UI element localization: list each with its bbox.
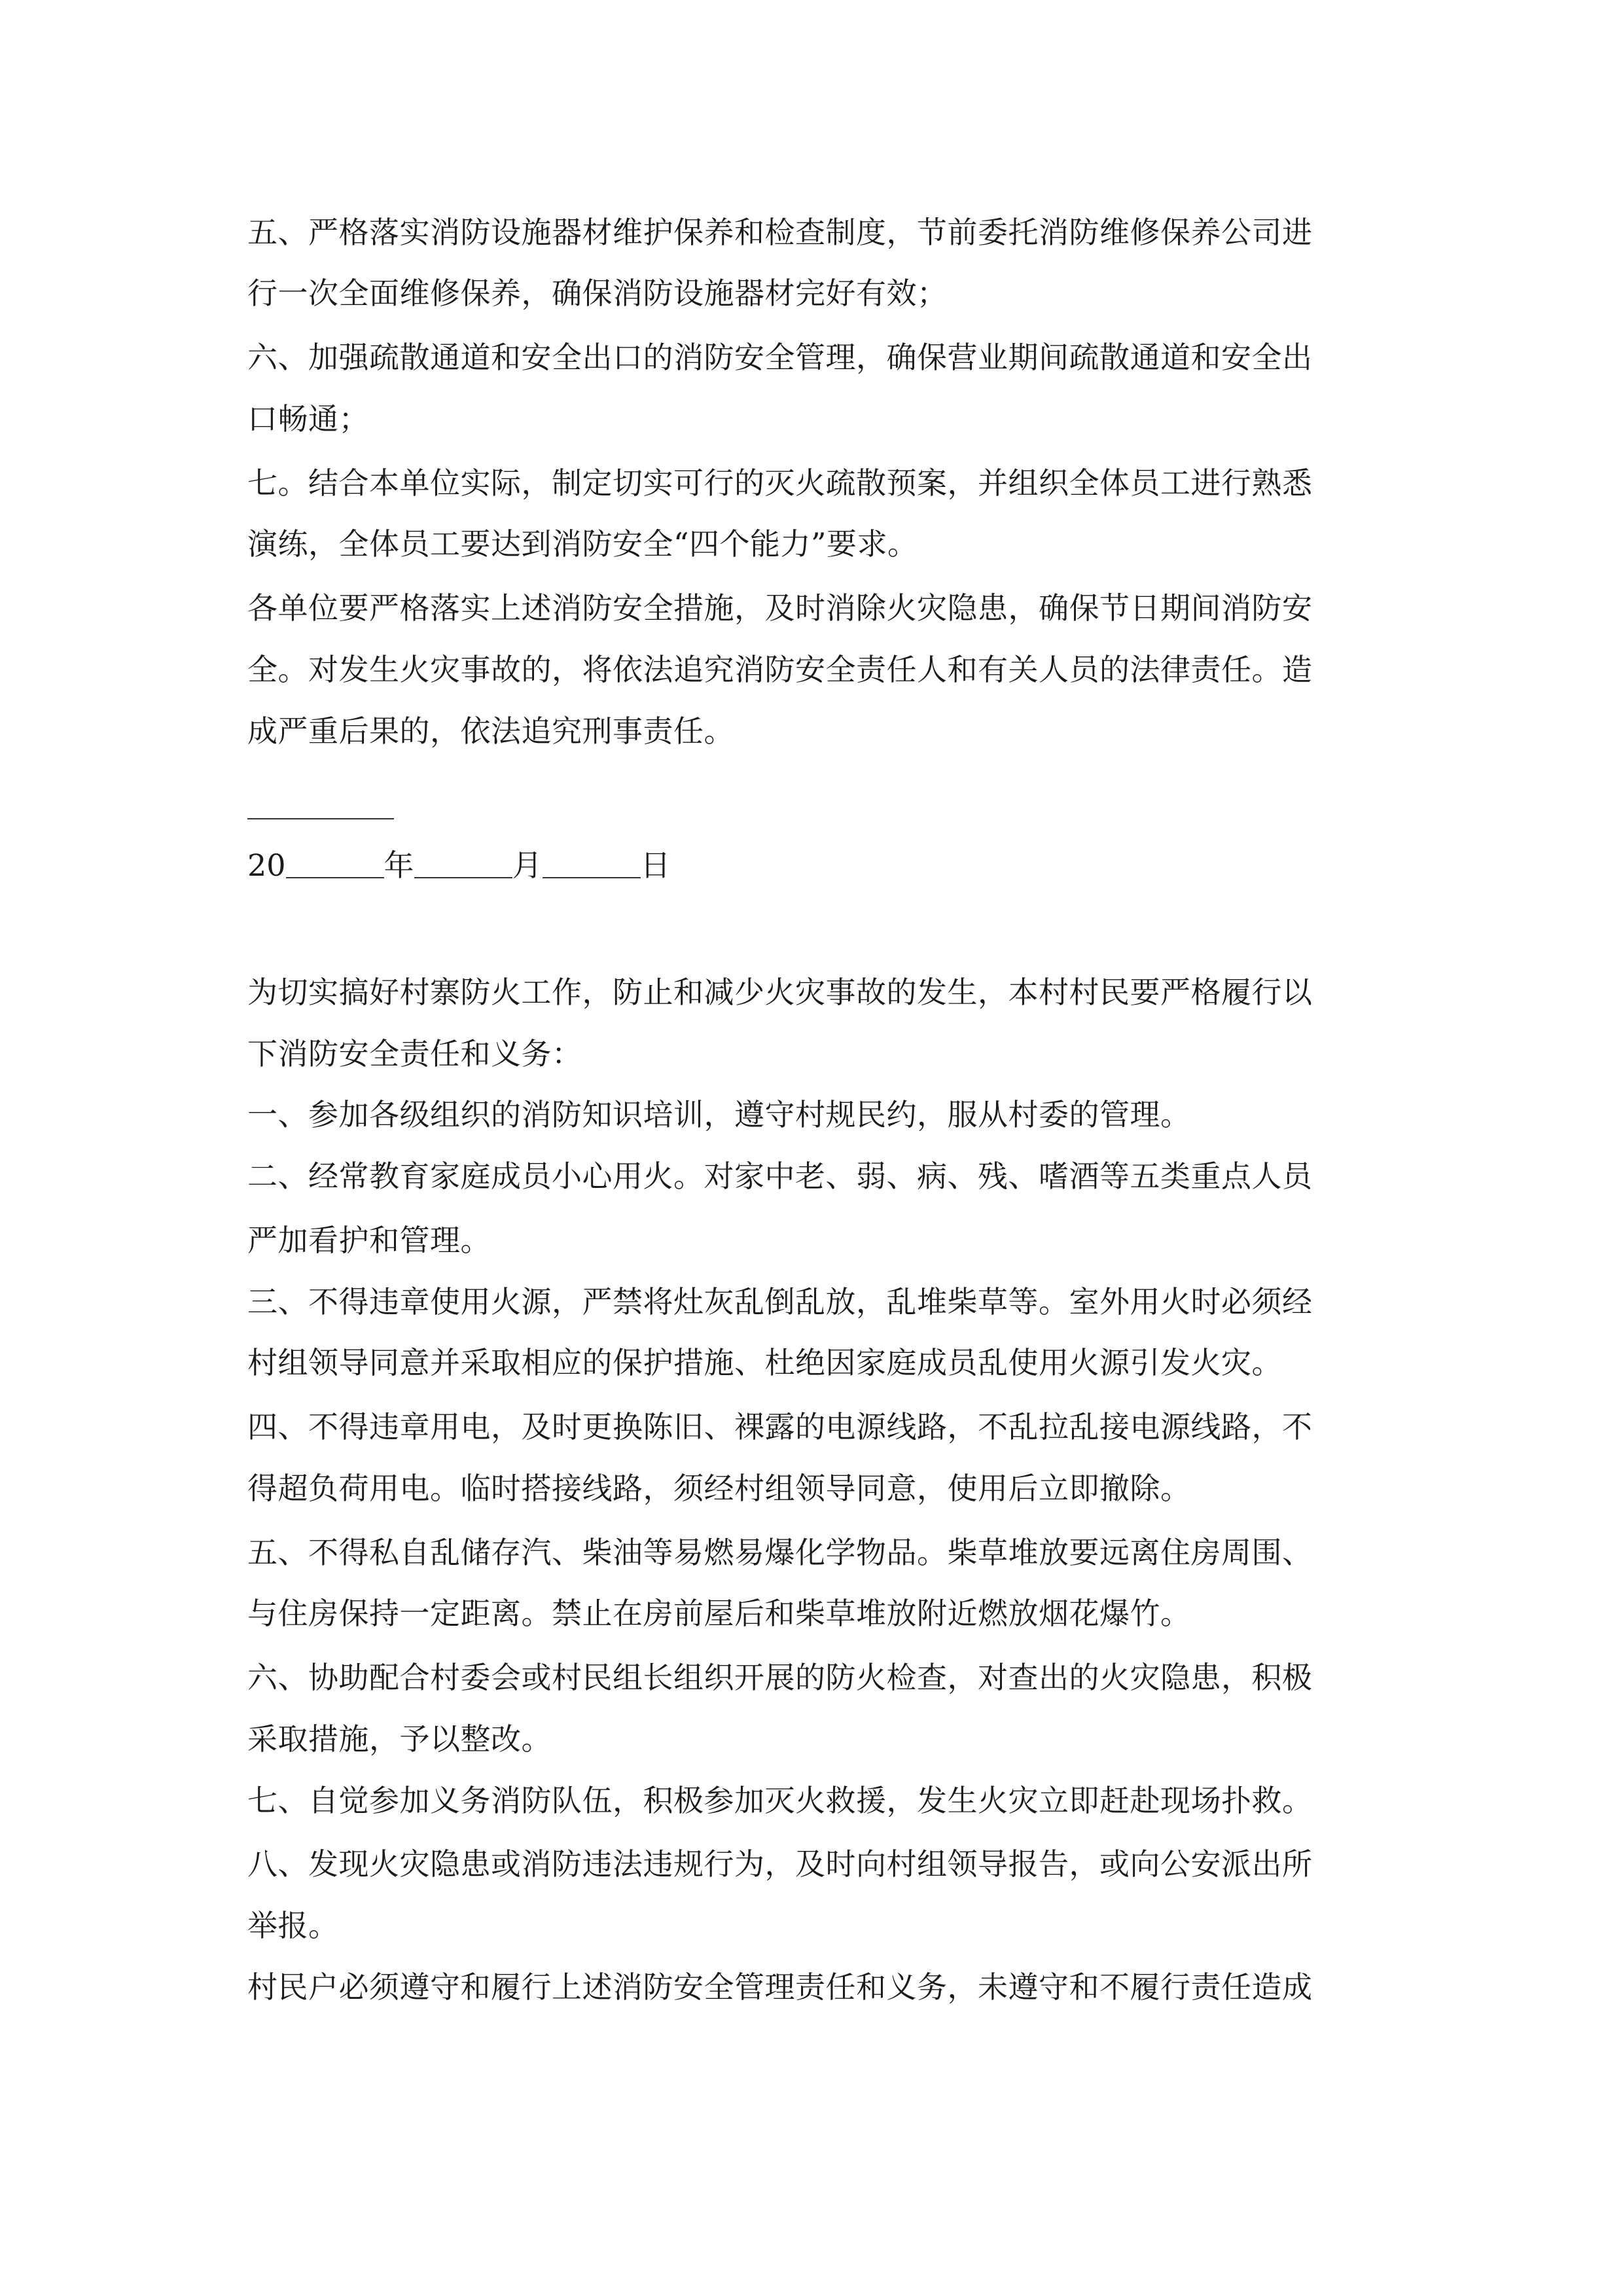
paragraph-line: 五、严格落实消防设施器材维护保养和检查制度，节前委托消防维修保养公司进 — [247, 215, 1313, 250]
paragraph-line: 严加看护和管理。 — [247, 1223, 491, 1258]
day-blank — [543, 848, 641, 878]
day-label: 日 — [640, 848, 671, 883]
paragraph-line: 与住房保持一定距离。禁止在房前屋后和柴草堆放附近燃放烟花爆竹。 — [247, 1596, 1191, 1631]
paragraph-line: 三、不得违章使用火源，严禁将灶灰乱倒乱放，乱堆柴草等。室外用火时必须经 — [247, 1284, 1313, 1319]
paragraph-line: 为切实搞好村寨防火工作，防止和减少火灾事故的发生，本村村民要严格履行以 — [247, 975, 1313, 1010]
paragraph-line: 五、不得私自乱储存汽、柴油等易燃易爆化学物品。柴草堆放要远离住房周围、 — [247, 1535, 1313, 1570]
paragraph-line: 六、协助配合村委会或村民组长组织开展的防火检查，对查出的火灾隐患，积极 — [247, 1660, 1313, 1695]
paragraph-line: 二、经常教育家庭成员小心用火。对家中老、弱、病、残、嗜酒等五类重点人员 — [247, 1158, 1313, 1194]
paragraph-line: 行一次全面维修保养，确保消防设施器材完好有效； — [247, 276, 948, 311]
year-prefix: 20 — [247, 848, 286, 883]
paragraph-line: 下消防安全责任和义务： — [247, 1036, 582, 1071]
date-line — [247, 846, 671, 885]
paragraph-line: 各单位要严格落实上述消防安全措施，及时消除火灾隐患，确保节日期间消防安 — [247, 590, 1313, 626]
signature-line — [247, 818, 394, 819]
paragraph-line: 七。结合本单位实际，制定切实可行的灭火疏散预案，并组织全体员工进行熟悉 — [247, 465, 1313, 501]
paragraph-line: 村民户必须遵守和履行上述消防安全管理责任和义务，未遵守和不履行责任造成 — [247, 1969, 1313, 2005]
paragraph-line: 全。对发生火灾事故的，将依法追究消防安全责任人和有关人员的法律责任。造 — [247, 652, 1313, 687]
month-label: 月 — [512, 848, 543, 883]
paragraph-line: 成严重后果的，依法追究刑事责任。 — [247, 713, 734, 749]
paragraph-line: 一、参加各级组织的消防知识培训，遵守村规民约，服从村委的管理。 — [247, 1097, 1191, 1132]
paragraph-line: 四、不得违章用电，及时更换陈旧、裸露的电源线路，不乱拉乱接电源线路，不 — [247, 1409, 1313, 1444]
paragraph-line: 举报。 — [247, 1908, 339, 1943]
paragraph-line: 六、加强疏散通道和安全出口的消防安全管理，确保营业期间疏散通道和安全出 — [247, 340, 1313, 375]
paragraph-line: 采取措施，予以整改。 — [247, 1721, 552, 1757]
paragraph-line: 八、发现火灾隐患或消防违法违规行为，及时向村组领导报告，或向公安派出所 — [247, 1846, 1313, 1882]
paragraph-line: 得超负荷用电。临时搭接线路，须经村组领导同意，使用后立即撤除。 — [247, 1471, 1191, 1506]
year-blank — [286, 848, 384, 878]
year-label: 年 — [383, 848, 414, 883]
paragraph-line: 七、自觉参加义务消防队伍，积极参加灭火救援，发生火灾立即赶赴现场扑救。 — [247, 1783, 1313, 1818]
month-blank — [414, 848, 512, 878]
paragraph-line: 村组领导同意并采取相应的保护措施、杜绝因家庭成员乱使用火源引发火灾。 — [247, 1345, 1282, 1380]
paragraph-line: 演练，全体员工要达到消防安全“四个能力”要求。 — [247, 526, 918, 562]
paragraph-line: 口畅通； — [247, 401, 369, 437]
